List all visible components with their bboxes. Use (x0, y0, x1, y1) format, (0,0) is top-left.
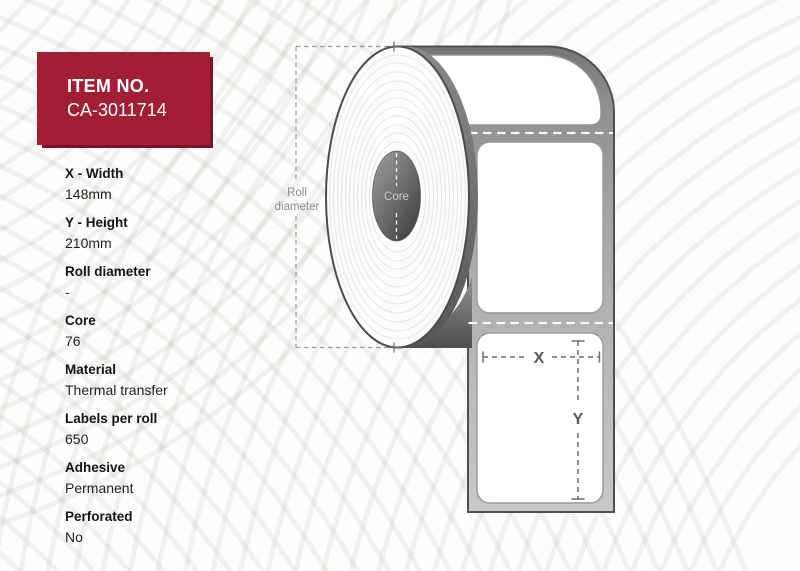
spec-label: Material (65, 362, 117, 377)
spec-value: Thermal transfer (65, 382, 168, 398)
spec-label: Core (65, 313, 96, 328)
roll-diameter-label-line1: Roll (287, 187, 307, 199)
spec-label: X - Width (65, 166, 124, 181)
spec-value: No (65, 529, 83, 545)
item-number-value: CA-3011714 (67, 100, 167, 120)
spec-value: 650 (65, 431, 89, 447)
x-dimension-label: X (533, 350, 545, 367)
spec-label: Labels per roll (65, 411, 158, 426)
spec-value: - (65, 284, 70, 300)
spec-value: 76 (65, 333, 81, 349)
spec-value: Permanent (65, 480, 134, 496)
label-roll (326, 47, 469, 348)
core-label: Core (384, 191, 409, 203)
spec-value: 210mm (65, 235, 112, 251)
item-no-label: ITEM NO. (67, 76, 150, 96)
spec-label: Roll diameter (65, 264, 151, 279)
roll-diameter-label-line2: diameter (274, 201, 320, 213)
spec-label: Adhesive (65, 460, 126, 475)
spec-value: 148mm (65, 186, 112, 202)
y-dimension-label: Y (572, 411, 584, 428)
spec-label: Y - Height (65, 215, 128, 230)
label-middle (477, 142, 603, 313)
spec-label: Perforated (65, 509, 133, 524)
